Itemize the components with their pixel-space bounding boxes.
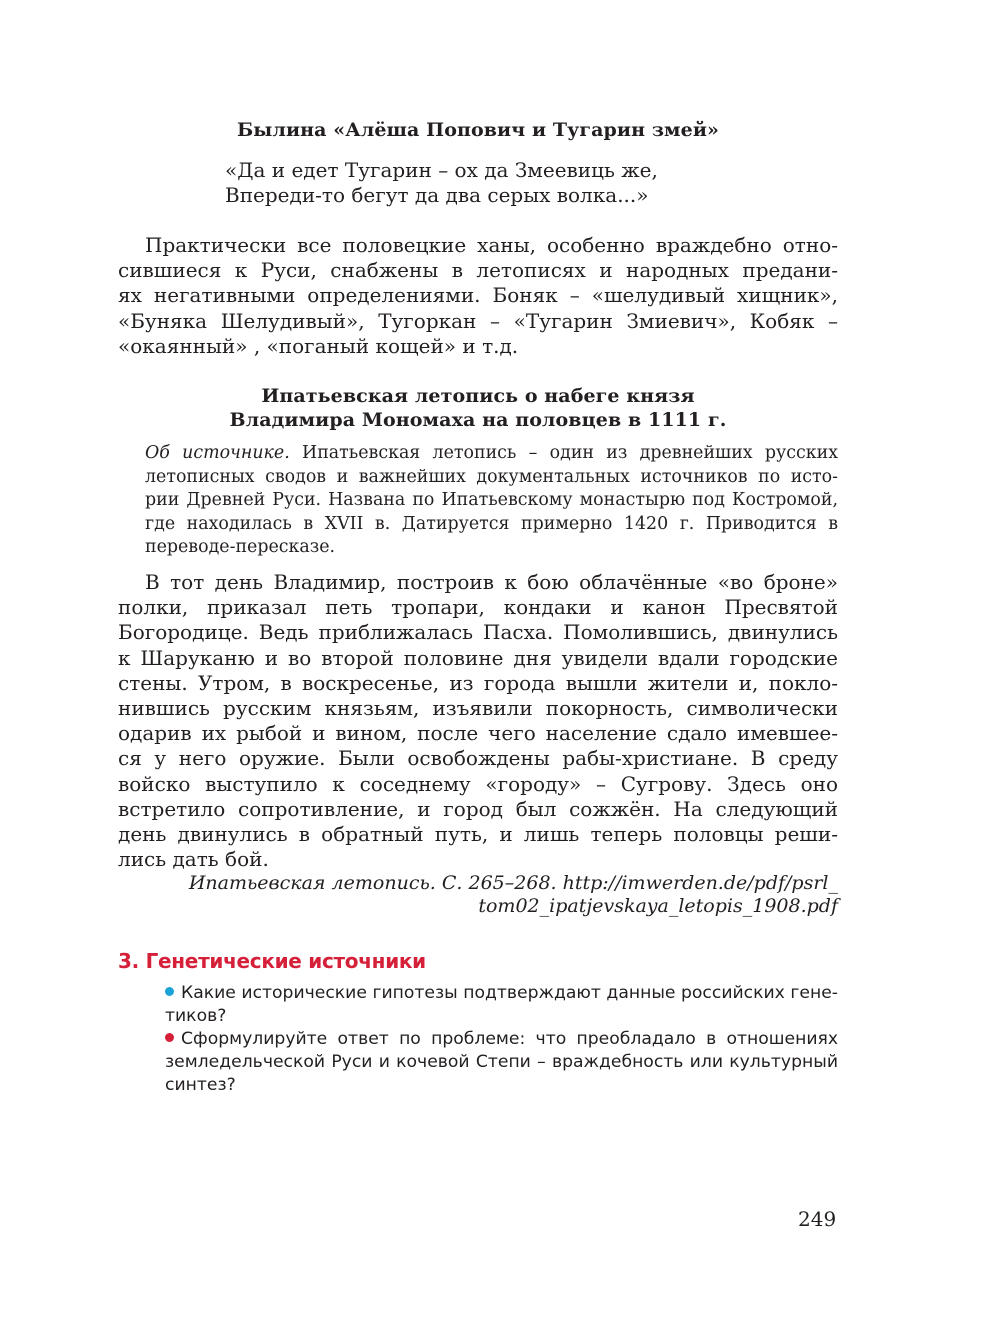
text-line: Практически все половецкие ханы, особенно враждебно отно- <box>145 233 838 257</box>
question-text: Какие исторические гипотезы подтверждают данные российских гене- <box>181 983 838 1003</box>
text-line: летописных сводов и важнейших документальных источников по исто- <box>145 466 838 487</box>
citation-line: tom02_ipatjevskaya_letopis_1908.pdf <box>478 895 838 917</box>
section-title: 3. Генетические источники <box>118 949 426 973</box>
verse-line: Впереди-то бегут да два серых волка...» <box>225 183 649 207</box>
text-line: рии Древней Руси. Названа по Ипатьевскому монастырю под Костромой, <box>145 490 838 511</box>
text-line <box>165 982 838 1005</box>
text-line <box>165 1028 838 1051</box>
text-line: войско выступило к соседнему «городу» – Сугрову. Здесь оно <box>118 771 838 796</box>
text-line: тиков? <box>165 1006 227 1026</box>
text-line: «окаянный» , «поганый кощей» и т.д. <box>118 333 519 358</box>
text-line: стены. Утром, в воскресенье, из города вышли жители и, покло- <box>118 670 838 695</box>
source-note <box>145 442 838 560</box>
question-text: Сформулируйте ответ по проблеме: что преобладало в отношениях <box>181 1029 838 1049</box>
text-line: земледельческой Руси и кочевой Степи – враждебность или культурный <box>165 1052 838 1072</box>
text-line: сившиеся к Руси, снабжены в летописях и народных предани- <box>118 258 838 283</box>
blue-bullet-icon <box>165 987 174 996</box>
text-line: к Шаруканю и во второй половине дня увидели вдали городские <box>118 645 838 670</box>
verse-quote <box>225 158 658 208</box>
paragraph-chronicle-excerpt <box>118 570 838 872</box>
text-line: «Буняка Шелудивый», Тугоркан – «Тугарин Змиевич», Кобяк – <box>118 308 838 333</box>
text-line: синтез? <box>165 1075 236 1095</box>
citation-line: Ипатьевская летопись. С. 265–268. http://imwerden.de/pdf/psrl_ <box>188 872 838 894</box>
page-number: 249 <box>798 1207 837 1231</box>
heading-line: Ипатьевская летопись о набеге князя <box>261 385 695 407</box>
verse-line: «Да и едет Тугарин – ох да Змеевиць же, <box>225 158 658 182</box>
text-line: где находилась в XVII в. Датируется примерно 1420 г. Приводится в <box>145 513 838 534</box>
text-line: лись дать бой. <box>118 847 269 872</box>
paragraph-polovtsian-khans <box>118 233 838 359</box>
text-line: полки, приказал петь тропари, кондаки и канон Пресвятой <box>118 595 838 620</box>
source-note-text: Ипатьевская летопись – один из древнейших русских <box>289 443 839 463</box>
bylina-heading: Былина «Алёша Попович и Тугарин змей» <box>236 119 720 141</box>
text-line: день двинулись в обратный путь, и лишь теперь половцы реши- <box>118 822 838 847</box>
source-note-label: Об источнике. <box>145 443 290 463</box>
question-1 <box>165 982 838 1028</box>
text-line: переводе-пересказе. <box>145 537 336 558</box>
citation <box>145 872 838 918</box>
ipatiev-chronicle-heading <box>118 384 838 432</box>
red-bullet-icon <box>165 1033 174 1042</box>
heading-line: Владимира Мономаха на половцев в 1111 г. <box>229 409 727 431</box>
text-line: одарив их рыбой и вином, после чего население сдало имевшее- <box>118 721 838 746</box>
text-line: Богородице. Ведь приближалась Пасха. Помолившись, двинулись <box>118 620 838 645</box>
text-line: нившись русским князьям, изъявили покорность, символически <box>118 696 838 721</box>
text-line: ся у него оружие. Были освобождены рабы-христиане. В среду <box>118 746 838 771</box>
text-line: встретило сопротивление, и город был сожжён. На следующий <box>118 796 838 821</box>
text-line: В тот день Владимир, построив к бою облачённые «во броне» <box>145 570 838 594</box>
question-2 <box>165 1028 838 1097</box>
text-line: ях негативными определениями. Боняк – «шелудивый хищник», <box>118 283 838 308</box>
text-line <box>145 442 838 466</box>
